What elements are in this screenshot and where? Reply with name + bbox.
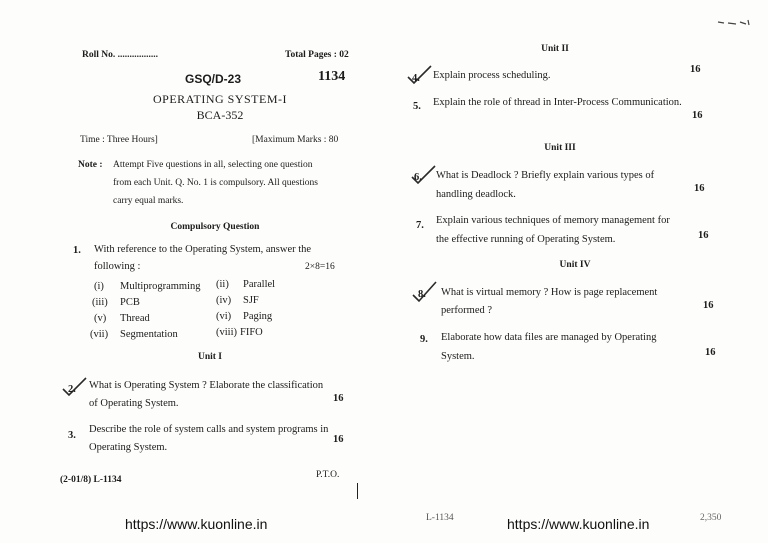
q1-opt-v: Thread: [120, 313, 150, 324]
q1-marks: 2×8=16: [305, 262, 335, 272]
q5-text-line-1: Explain the role of thread in Inter-Process Communication.: [433, 97, 682, 108]
q1-opt-iii: PCB: [120, 297, 140, 308]
q5-number: 5.: [413, 101, 421, 112]
q2-text-line-2: of Operating System.: [89, 398, 179, 409]
course-code: BCA-352: [196, 108, 244, 122]
unit-4-heading: Unit IV: [559, 260, 591, 270]
q7-number: 7.: [416, 220, 424, 231]
q9-number: 9.: [420, 334, 428, 345]
maximum-marks: [Maximum Marks : 80: [252, 135, 339, 145]
exam-code: GSQ/D-23: [185, 72, 242, 86]
q1-opt-iv-num: (iv): [216, 295, 232, 306]
pto-label: P.T.O.: [316, 470, 340, 480]
q6-text-line-1: What is Deadlock ? Briefly explain various types of: [436, 170, 655, 181]
q9-text-line-2: System.: [441, 351, 475, 362]
page-reference: 2,350: [700, 513, 722, 523]
q3-number: 3.: [68, 430, 76, 441]
q8-text-line-1: What is virtual memory ? How is page replacement: [441, 287, 658, 298]
q1-opt-i: Multiprogramming: [120, 281, 201, 292]
q1-opt-vii-num: (vii): [90, 329, 109, 340]
q3-text-line-2: Operating System.: [89, 442, 168, 453]
unit-3-heading: Unit III: [544, 143, 576, 153]
note-line-1: Attempt Five questions in all, selecting one question: [113, 160, 313, 170]
q2-number: 2.: [68, 384, 76, 395]
q2-marks: 16: [333, 393, 344, 404]
q3-text-line-1: Describe the role of system calls and system programs in: [89, 424, 329, 435]
q7-marks: 16: [698, 230, 709, 241]
paper-number: 1134: [318, 69, 346, 84]
q1-opt-i-num: (i): [94, 281, 104, 292]
q1-opt-vi: Paging: [243, 311, 273, 322]
q1-opt-vii: Segmentation: [120, 329, 178, 340]
q1-opt-viii: FIFO: [240, 327, 263, 338]
corner-scribble-icon: [716, 14, 752, 28]
q6-marks: 16: [694, 183, 705, 194]
q9-marks: 16: [705, 347, 716, 358]
q2-text-line-1: What is Operating System ? Elaborate the classification: [89, 380, 324, 391]
q3-marks: 16: [333, 434, 344, 445]
q1-opt-vi-num: (vi): [216, 311, 232, 322]
right-watermark-url: https://www.kuonline.in: [507, 516, 650, 532]
pen-mark: [357, 483, 358, 499]
q1-opt-viii-num: (viii): [216, 327, 237, 338]
q7-text-line-2: the effective running of Operating System.: [436, 234, 616, 245]
q1-opt-ii: Parallel: [243, 279, 276, 290]
unit-1-heading: Unit I: [197, 352, 223, 362]
total-pages: Total Pages : 02: [285, 50, 349, 60]
q1-number: 1.: [73, 245, 81, 256]
q4-number: 4.: [412, 73, 420, 84]
q1-opt-v-num: (v): [94, 313, 107, 324]
left-watermark-url: https://www.kuonline.in: [125, 516, 268, 532]
q7-text-line-1: Explain various techniques of memory management for: [436, 215, 670, 226]
q1-opt-ii-num: (ii): [216, 279, 229, 290]
note-line-2: from each Unit. Q. No. 1 is compulsory. All questions: [113, 178, 318, 188]
q4-marks: 16: [690, 64, 701, 75]
q1-text-line-2: following :: [94, 261, 141, 272]
left-footer-code: (2-01/8) L-1134: [60, 475, 122, 485]
note-label: Note :: [78, 160, 103, 170]
q8-text-line-2: performed ?: [441, 305, 493, 316]
right-footer-code: L-1134: [426, 513, 454, 523]
subject-title: OPERATING SYSTEM-I: [152, 92, 287, 106]
q1-opt-iii-num: (iii): [92, 297, 108, 308]
q8-number: 8.: [418, 289, 426, 300]
q4-text-line-1: Explain process scheduling.: [433, 70, 551, 81]
q8-marks: 16: [703, 300, 714, 311]
q6-text-line-2: handling deadlock.: [436, 189, 516, 200]
q1-text-line-1: With reference to the Operating System, answer the: [94, 244, 312, 255]
note-line-3: carry equal marks.: [113, 196, 184, 206]
unit-2-heading: Unit II: [541, 44, 569, 54]
roll-no: Roll No. .................: [82, 50, 158, 60]
compulsory-heading: Compulsory Question: [170, 222, 260, 232]
q1-opt-iv: SJF: [243, 295, 259, 306]
q6-number: 6.: [414, 172, 422, 183]
q9-text-line-1: Elaborate how data files are managed by Operating: [441, 332, 657, 343]
q5-marks: 16: [692, 110, 703, 121]
time-allowed: Time : Three Hours]: [80, 135, 158, 145]
